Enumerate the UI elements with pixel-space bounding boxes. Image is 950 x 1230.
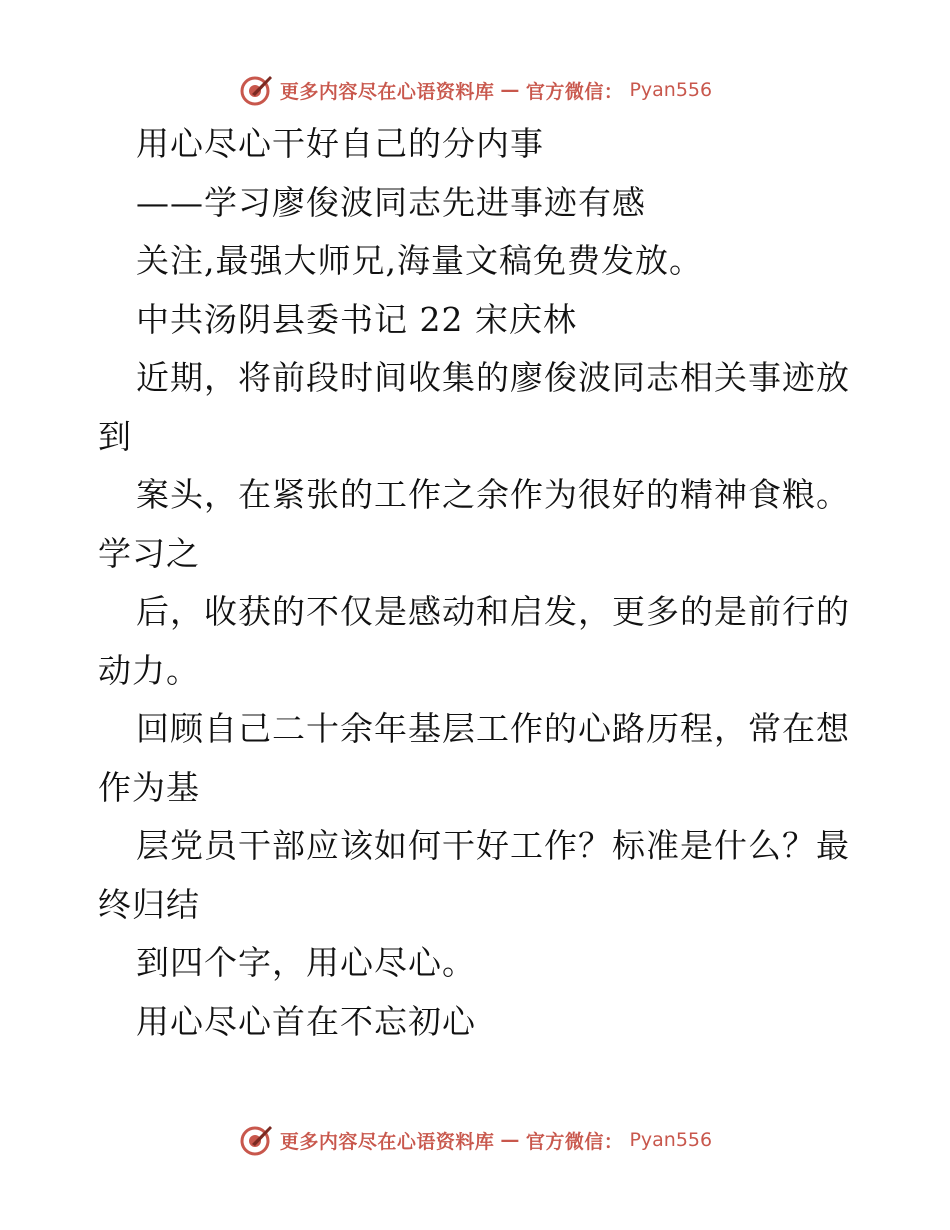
text-line: 回顾自己二十余年基层工作的心路历程，常在想 xyxy=(136,709,850,748)
text-line: ——学习廖俊波同志先进事迹有感 xyxy=(136,182,646,222)
text-line: 层党员干部应该如何干好工作？标准是什么？最 xyxy=(136,826,850,865)
text-line: 中共汤阴县委书记 22 宋庆林 xyxy=(136,299,577,339)
banner-dash: — xyxy=(500,79,520,101)
banner-wechat-id: Pyan556 xyxy=(629,1129,713,1151)
text-line: 学习之 xyxy=(98,533,200,573)
footer-banner xyxy=(0,1120,950,1160)
quill-logo-icon xyxy=(238,72,274,108)
header-banner xyxy=(0,70,950,110)
banner-wechat-label: 官方微信： xyxy=(525,80,624,103)
banner-title: 更多内容尽在心语资料库 xyxy=(279,1130,495,1153)
text-line: 到 xyxy=(98,416,132,456)
text-line: 案头，在紧张的工作之余作为很好的精神食粮。 xyxy=(136,475,850,514)
text-line: 终归结 xyxy=(98,884,200,924)
text-line: 关注,最强大师兄,海量文稿免费发放。 xyxy=(136,241,703,280)
text-line: 后，收获的不仅是感动和启发，更多的是前行的 xyxy=(136,592,850,631)
text-line: 作为基 xyxy=(98,767,200,807)
text-line: 用心尽心首在不忘初心 xyxy=(136,1001,476,1041)
text-line: 到四个字，用心尽心。 xyxy=(136,943,476,982)
quill-logo-icon xyxy=(238,1122,274,1158)
document-body xyxy=(98,115,858,1051)
banner-title: 更多内容尽在心语资料库 xyxy=(279,80,495,103)
banner-wechat-label: 官方微信： xyxy=(525,1130,624,1153)
banner-dash: — xyxy=(500,1129,520,1151)
text-line: 用心尽心干好自己的分内事 xyxy=(136,124,544,163)
text-line: 近期，将前段时间收集的廖俊波同志相关事迹放 xyxy=(136,358,850,397)
text-line: 动力。 xyxy=(98,650,200,690)
banner-wechat-id: Pyan556 xyxy=(629,79,713,101)
